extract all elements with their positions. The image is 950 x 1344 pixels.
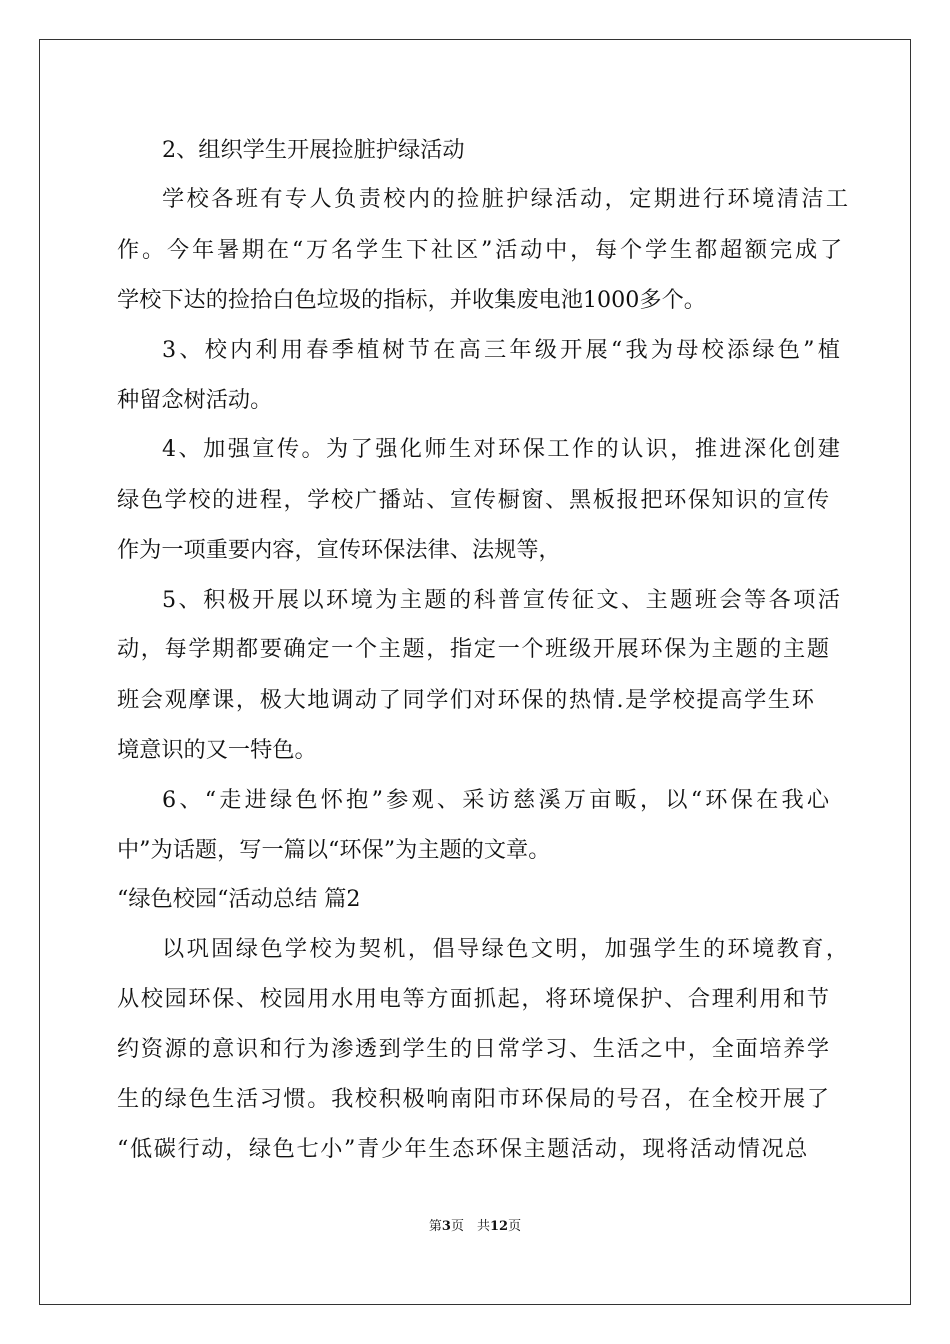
paragraph-line: 2、组织学生开展捡脏护绿活动 (162, 137, 465, 163)
paragraph-line: 中”为话题，写一篇以“环保”为主题的文章。 (117, 837, 551, 863)
paragraph-line: 种留念树活动。 (117, 387, 273, 413)
paragraph-line: 学校各班有专人负责校内的捡脏护绿活动，定期进行环境清洁工 (162, 186, 851, 212)
paragraph-line: 3、校内利用春季植树节在高三年级开展“我为母校添绿色”植 (162, 337, 844, 363)
total-page-count: 12 (489, 1219, 509, 1234)
paragraph-line: 从校园环保、校园用水用电等方面抓起，将环境保护、合理利用和节 (117, 986, 831, 1012)
paragraph-line: 作。今年暑期在“万名学生下社区”活动中，每个学生都超额完成了 (117, 237, 845, 263)
paragraph-line: 作为一项重要内容，宣传环保法律、法规等， (117, 537, 561, 563)
paragraph-line: 生的绿色生活习惯。我校积极响南阳市环保局的号召，在全校开展了 (117, 1086, 831, 1112)
paragraph-line: 动，每学期都要确定一个主题，指定一个班级开展环保为主题的主题 (117, 636, 831, 662)
paragraph-line: 6、“走进绿色怀抱”参观、采访慈溪万亩畈，以“环保在我心 (162, 787, 833, 813)
footer-prefix: 第 (428, 1219, 442, 1234)
paragraph-line: 5、积极开展以环境为主题的科普宣传征文、主题班会等各项活 (162, 587, 843, 613)
paragraph-line: 4、加强宣传。为了强化师生对环保工作的认识，推进深化创建 (162, 436, 843, 462)
page-footer (0, 1218, 950, 1236)
section-heading: “绿色校园“活动总结 篇2 (117, 886, 361, 912)
paragraph-line: “低碳行动，绿色七小”青少年生态环保主题活动，现将活动情况总 (117, 1136, 809, 1162)
paragraph-line: 境意识的又一特色。 (117, 737, 317, 763)
paragraph-line: 约资源的意识和行为渗透到学生的日常学习、生活之中，全面培养学 (117, 1036, 831, 1062)
current-page-number: 3 (441, 1219, 451, 1234)
paragraph-line: 学校下达的捡拾白色垃圾的指标，并收集废电池1000多个。 (117, 287, 706, 313)
page-border (39, 39, 911, 1305)
paragraph-line: 绿色学校的进程，学校广播站、宣传橱窗、黑板报把环保知识的宣传 (117, 487, 831, 513)
footer-mid: 页 共 (450, 1219, 490, 1234)
paragraph-line: 班会观摩课，极大地调动了同学们对环保的热情.是学校提高学生环 (117, 687, 816, 713)
footer-suffix: 页 (508, 1219, 522, 1234)
paragraph-line: 以巩固绿色学校为契机，倡导绿色文明，加强学生的环境教育， (162, 936, 851, 962)
